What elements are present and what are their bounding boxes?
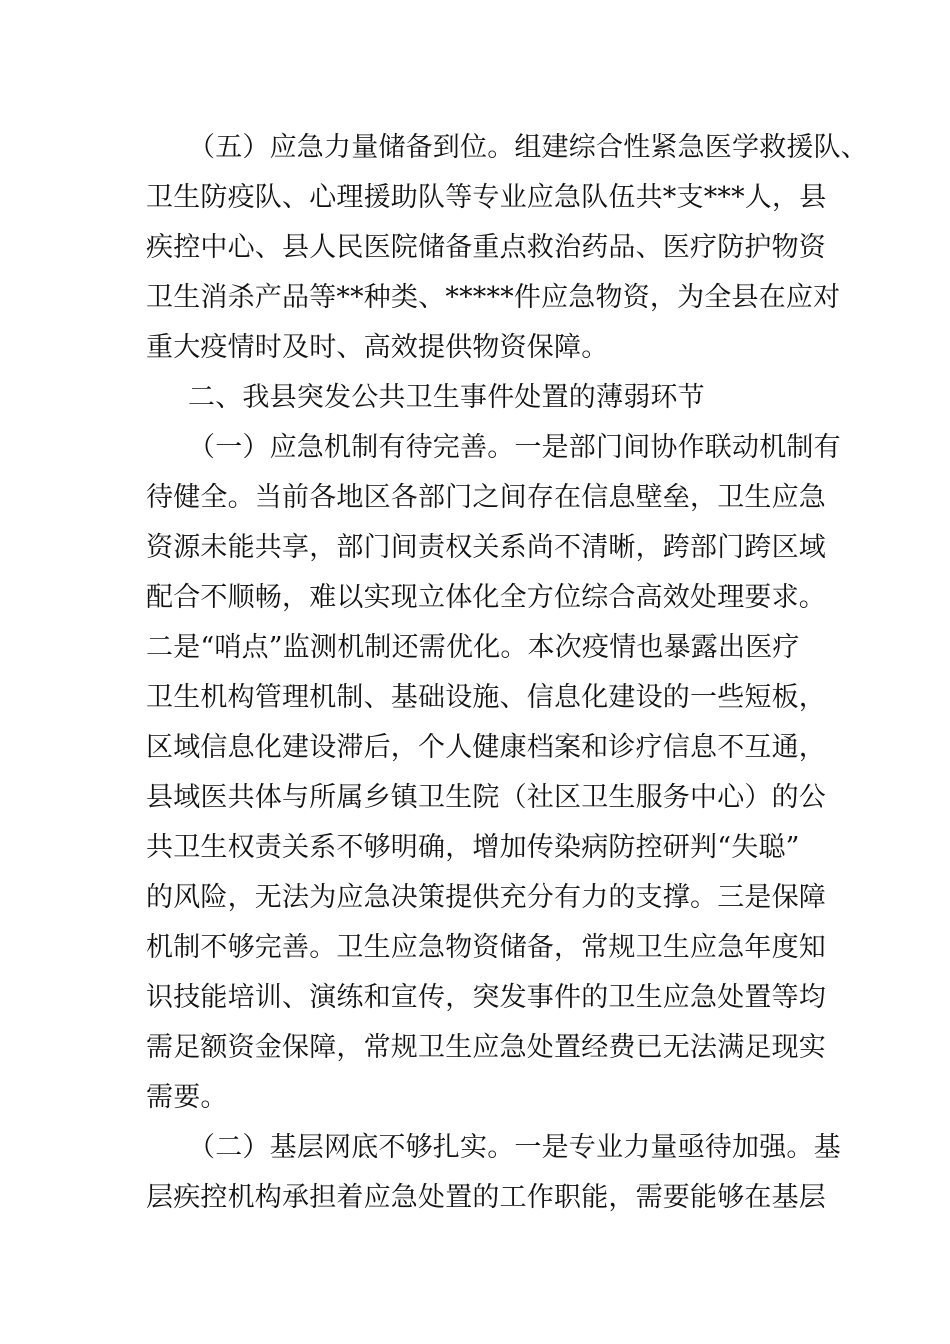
paragraph-line: （一）应急机制有待完善。一是部门间协作联动机制有	[188, 432, 841, 463]
paragraph-line: 共卫生权责关系不够明确，增加传染病防控研判“失聪”	[146, 832, 800, 863]
paragraph-line: 卫生消杀产品等**种类、*****件应急物资，为全县在应对	[146, 282, 841, 313]
paragraph-line: 待健全。当前各地区各部门之间存在信息壁垒，卫生应急	[146, 482, 826, 513]
paragraph-line: 重大疫情时及时、高效提供物资保障。	[146, 332, 609, 363]
paragraph-line: 识技能培训、演练和宣传，突发事件的卫生应急处置等均	[146, 982, 826, 1013]
paragraph-line: 需要。	[146, 1082, 228, 1113]
paragraph-line: 的风险，无法为应急决策提供充分有力的支撑。三是保障	[146, 882, 826, 913]
paragraph-line: （五）应急力量储备到位。组建综合性紧急医学救援队、	[188, 132, 868, 163]
paragraph-line: 机制不够完善。卫生应急物资储备，常规卫生应急年度知	[146, 932, 826, 963]
section-heading: 二、我县突发公共卫生事件处置的薄弱环节	[188, 382, 705, 413]
paragraph-line: 二是“哨点”监测机制还需优化。本次疫情也暴露出医疗	[146, 632, 800, 663]
paragraph-line: （二）基层网底不够扎实。一是专业力量亟待加强。基	[188, 1132, 841, 1163]
paragraph-line: 配合不顺畅，难以实现立体化全方位综合高效处理要求。	[146, 582, 826, 613]
paragraph-line: 区域信息化建设滞后，个人健康档案和诊疗信息不互通，	[146, 732, 826, 763]
paragraph-line: 卫生防疫队、心理援助队等专业应急队伍共*支***人，县	[146, 182, 827, 213]
paragraph-line: 层疾控机构承担着应急处置的工作职能，需要能够在基层	[146, 1182, 826, 1213]
paragraph-line: 卫生机构管理机制、基础设施、信息化建设的一些短板，	[146, 682, 826, 713]
paragraph-line: 需足额资金保障，常规卫生应急处置经费已无法满足现实	[146, 1032, 826, 1063]
paragraph-line: 资源未能共享，部门间责权关系尚不清晰，跨部门跨区域	[146, 532, 826, 563]
paragraph-line: 县域医共体与所属乡镇卫生院（社区卫生服务中心）的公	[146, 782, 826, 813]
paragraph-line: 疾控中心、县人民医院储备重点救治药品、医疗防护物资	[146, 232, 826, 263]
